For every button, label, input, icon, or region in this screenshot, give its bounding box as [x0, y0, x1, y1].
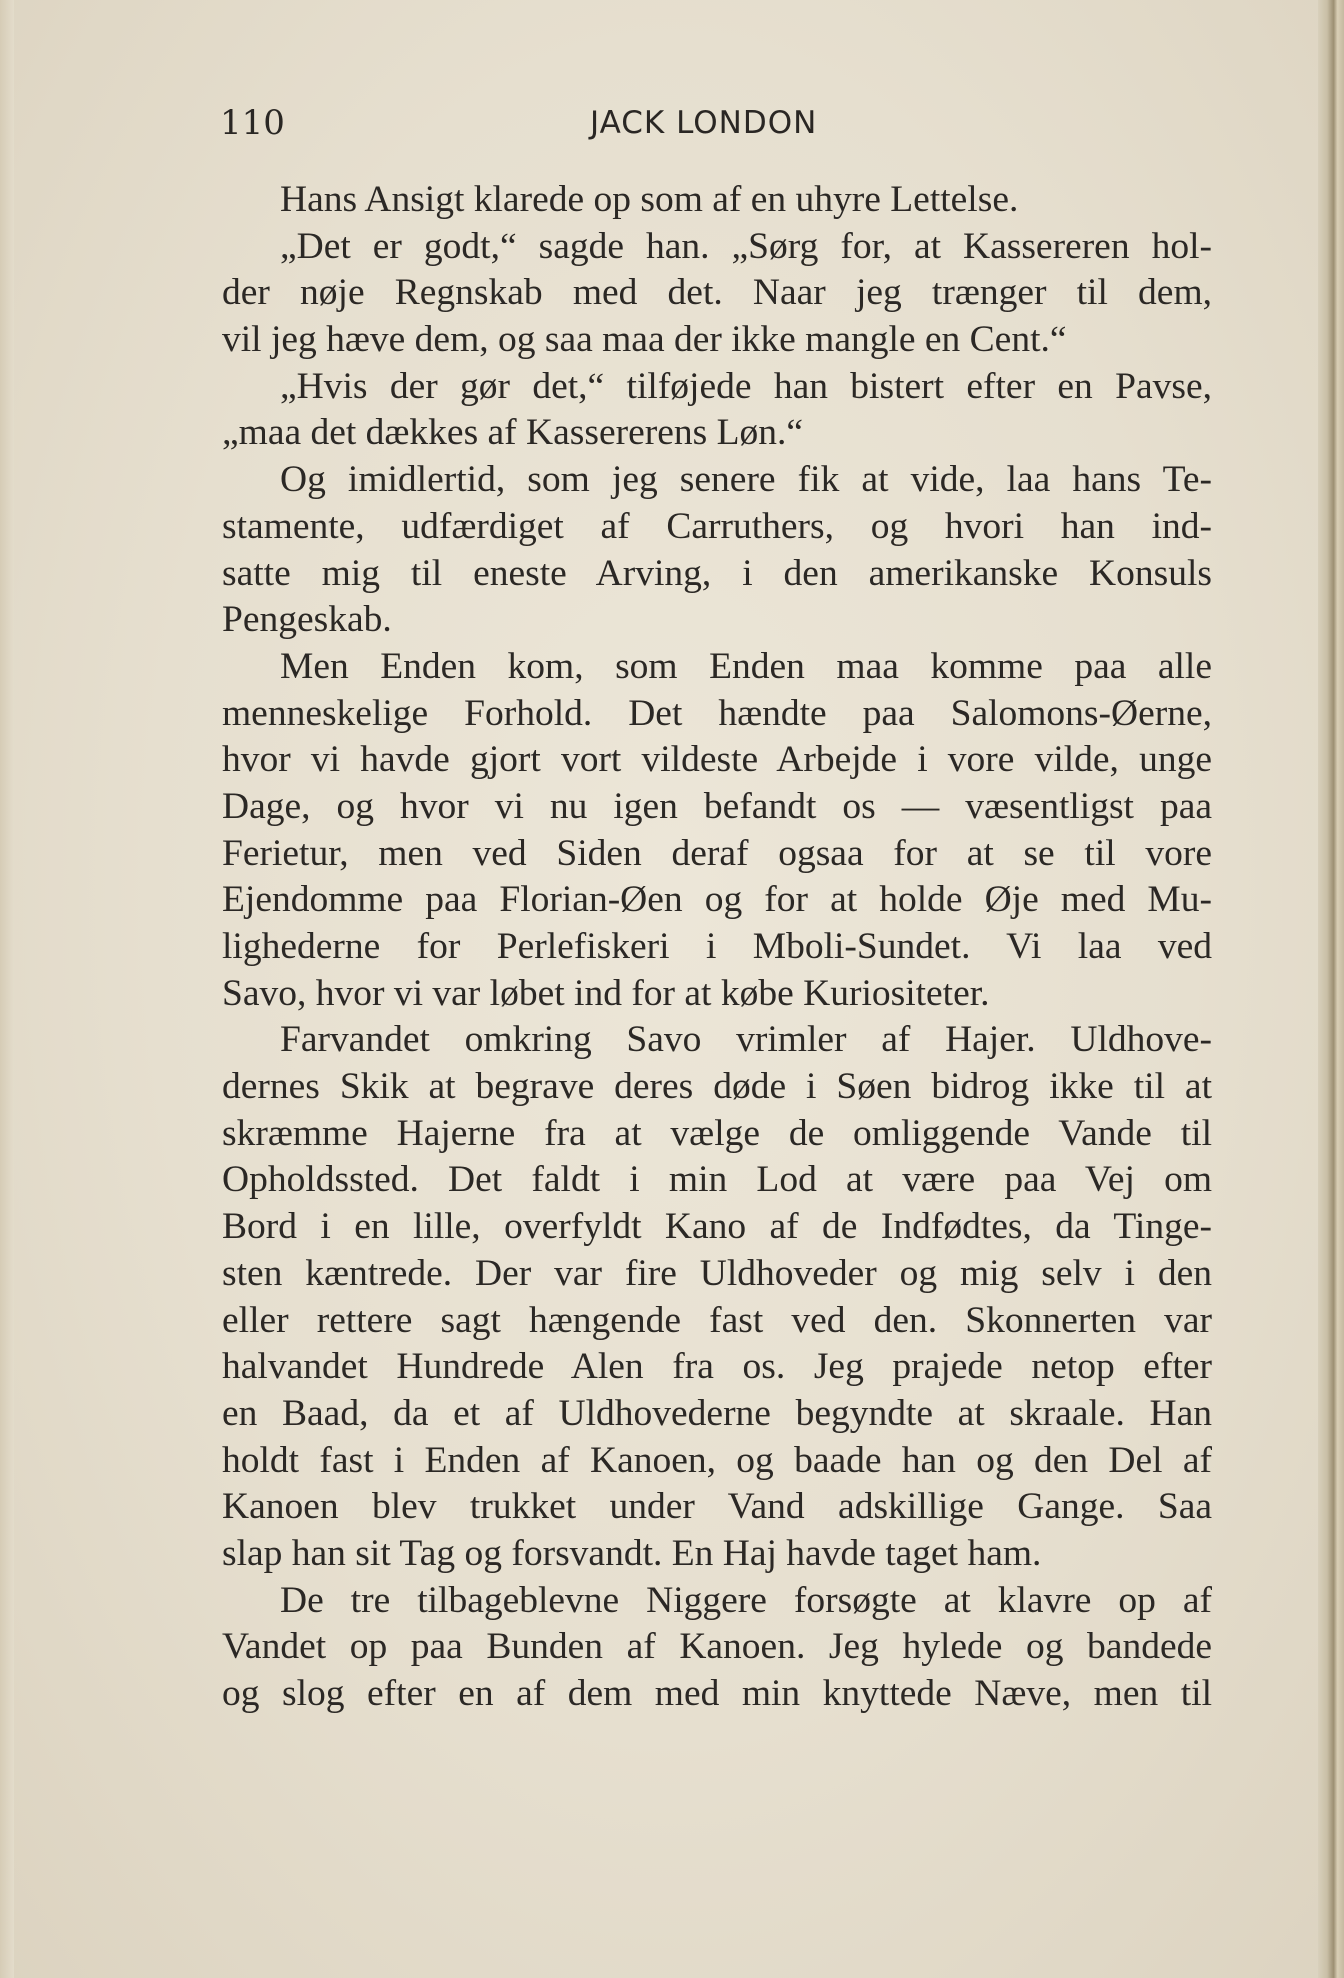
- text-line: Savo, hvor vi var løbet ind for at købe Kuriositeter.: [222, 972, 990, 1014]
- text-line: halvandet Hundrede Alen fra os. Jeg prajede netop efter: [222, 1346, 1212, 1388]
- text-line: Kanoen blev trukket under Vand adskillige Gange. Saa: [222, 1486, 1212, 1528]
- page-header: [220, 98, 1220, 148]
- text-line: Opholdssted. Det faldt i min Lod at være paa Vej om: [222, 1159, 1212, 1201]
- text-line: satte mig til eneste Arving, i den amerikanske Konsuls: [222, 552, 1212, 594]
- text-line: og slog efter en af dem med min knyttede Næve, men til: [222, 1673, 1212, 1714]
- text-line: slap han sit Tag og forsvandt. En Haj havde taget ham.: [222, 1532, 1042, 1574]
- text-line: Og imidlertid, som jeg senere fik at vide, laa hans Te-: [280, 459, 1212, 501]
- text-line: Pengeskab.: [222, 599, 392, 641]
- text-line: vil jeg hæve dem, og saa maa der ikke mangle en Cent.“: [222, 319, 1067, 361]
- text-line: Bord i en lille, overfyldt Kano af de Indfødtes, da Tinge-: [222, 1206, 1212, 1248]
- running-head: JACK LONDON: [590, 105, 818, 141]
- text-line: „Hvis der gør det,“ tilføjede han bistert efter en Pavse,: [280, 365, 1212, 407]
- text-line: eller rettere sagt hængende fast ved den. Skonnerten var: [222, 1299, 1212, 1341]
- text-line: Dage, og hvor vi nu igen befandt os — væsentligst paa: [222, 785, 1212, 827]
- page-right-edge: [1318, 0, 1344, 1978]
- text-line: skræmme Hajerne fra at vælge de omliggende Vande til: [222, 1112, 1212, 1154]
- text-line: lighederne for Perlefiskeri i Mboli-Sundet. Vi laa ved: [222, 926, 1212, 967]
- text-line: Vandet op paa Bunden af Kanoen. Jeg hylede og bandede: [222, 1626, 1212, 1668]
- text-line: „maa det dækkes af Kassererens Løn.“: [222, 412, 804, 454]
- text-line: Farvandet omkring Savo vrimler af Hajer. Uldhove-: [280, 1019, 1212, 1061]
- text-line: der nøje Regnskab med det. Naar jeg trænger til dem,: [222, 272, 1212, 314]
- page-left-edge: [0, 0, 14, 1978]
- text-line: Men Enden kom, som Enden maa komme paa alle: [280, 645, 1212, 687]
- text-line: stamente, udfærdiget af Carruthers, og hvori han ind-: [222, 505, 1212, 547]
- text-line: holdt fast i Enden af Kanoen, og baade han og den Del af: [222, 1439, 1212, 1481]
- text-line: menneskelige Forhold. Det hændte paa Salomons-Øerne,: [222, 692, 1212, 734]
- text-line: sten kæntrede. Der var fire Uldhoveder og mig selv i den: [222, 1252, 1212, 1294]
- text-line: Hans Ansigt klarede op som af en uhyre Lettelse.: [280, 179, 1019, 220]
- page-number: 110: [220, 103, 285, 143]
- text-line: en Baad, da et af Uldhovederne begyndte at skraale. Han: [222, 1392, 1212, 1434]
- text-line: Ferietur, men ved Siden deraf ogsaa for at se til vore: [222, 832, 1212, 874]
- text-line: Ejendomme paa Florian-Øen og for at holde Øje med Mu-: [222, 879, 1212, 921]
- body-text: [222, 177, 1212, 1718]
- text-line: De tre tilbageblevne Niggere forsøgte at klavre op af: [280, 1579, 1212, 1621]
- text-line: „Det er godt,“ sagde han. „Sørg for, at Kassereren hol-: [280, 225, 1212, 267]
- text-line: hvor vi havde gjort vort vildeste Arbejde i vore vilde, unge: [222, 739, 1212, 781]
- text-line: dernes Skik at begrave deres døde i Søen bidrog ikke til at: [222, 1066, 1212, 1108]
